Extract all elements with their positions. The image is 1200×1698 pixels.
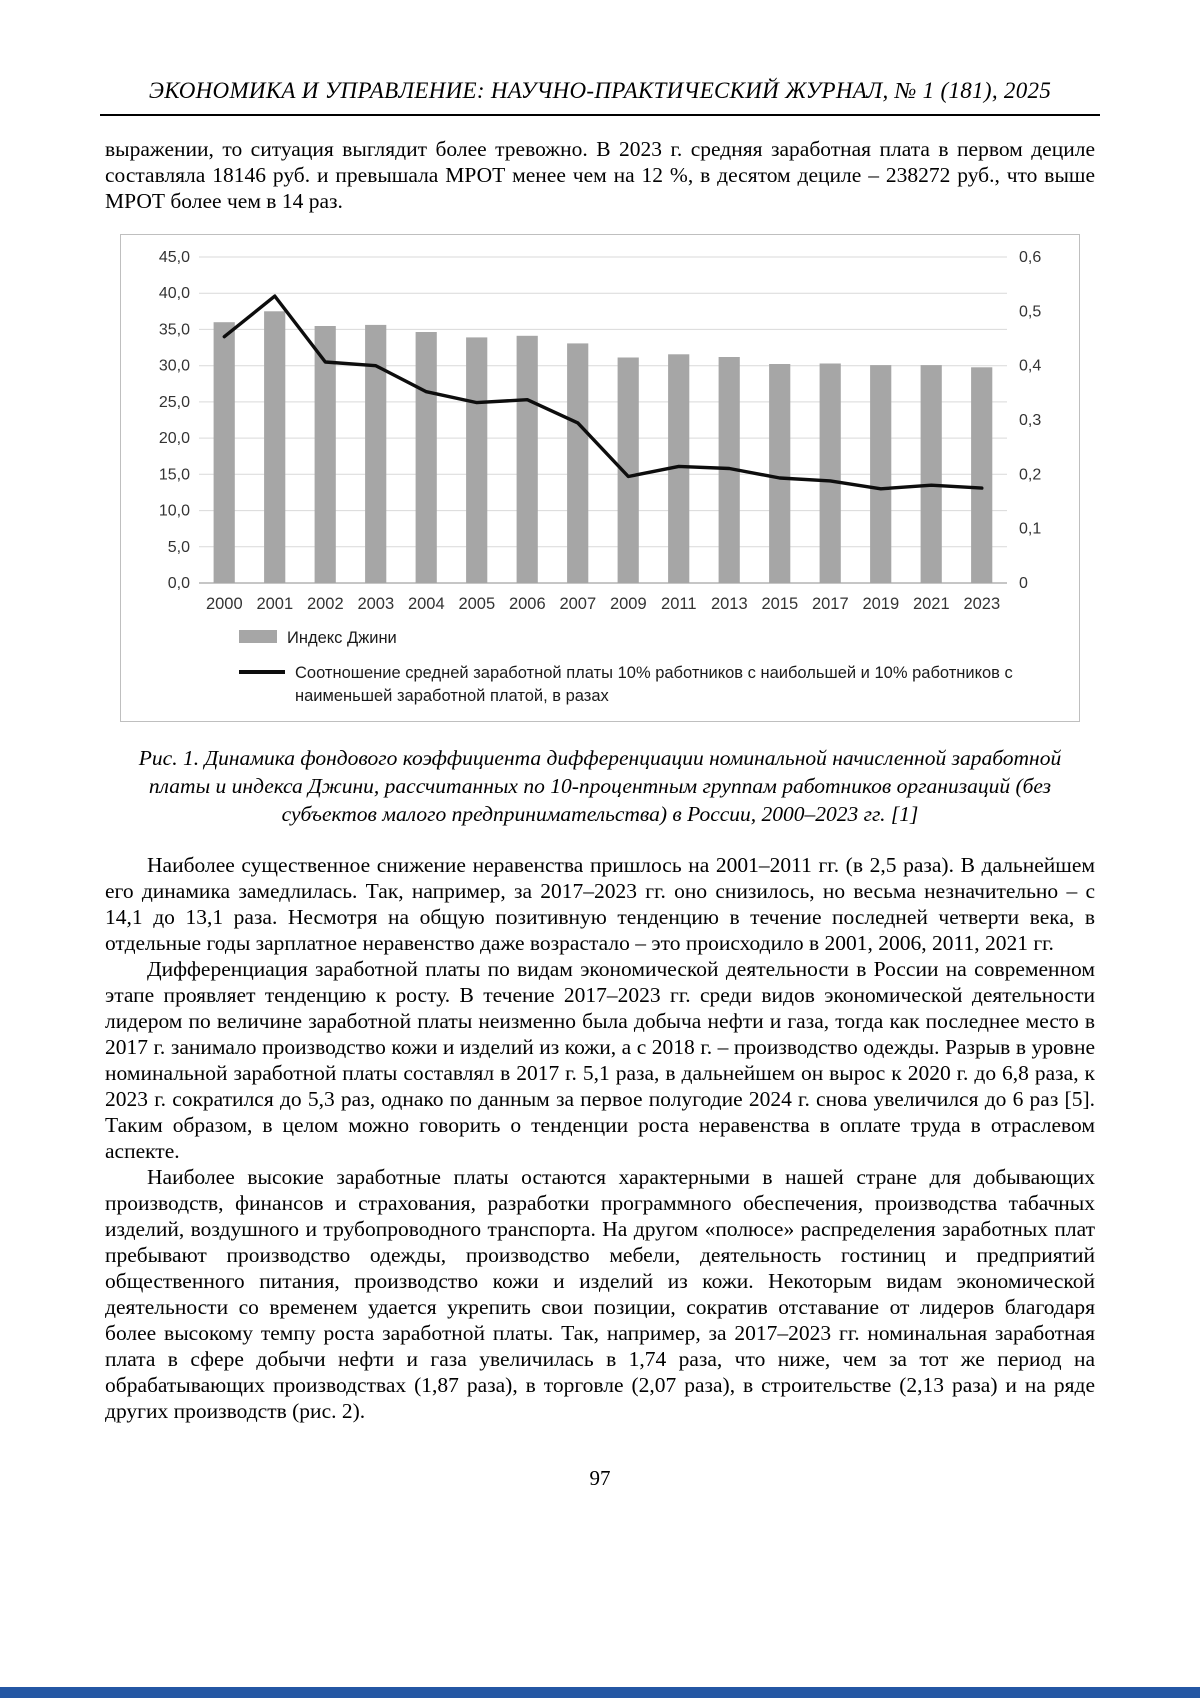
- bar-swatch-icon: [239, 630, 277, 643]
- svg-text:0,4: 0,4: [1019, 357, 1042, 375]
- journal-title: ЭКОНОМИКА И УПРАВЛЕНИЕ: НАУЧНО-ПРАКТИЧЕСКИЙ ЖУРНАЛ, № 1 (181), 2025: [148, 78, 1052, 103]
- svg-text:2001: 2001: [256, 595, 294, 613]
- chart-legend: [239, 627, 1079, 707]
- bottom-bar: [0, 1687, 1200, 1698]
- svg-text:2011: 2011: [661, 595, 697, 613]
- chart-plot: [121, 245, 1079, 617]
- paragraph-2: Наиболее существенное снижение неравенства пришлось на 2001–2011 гг. (в 2,5 раза). В дальнейшем его динамика замедлилась. Так, например, за 2017–2023 гг. оно снизилось, но весьма незначительно – с 14,1 до 13,1 раза. Несмотря на общую позитивную тенденцию в течение последней четверти века, в отдельные годы зарплатное неравенство даже возрастало – это происходило в 2001, 2006, 2011, 2021 гг.: [105, 852, 1095, 955]
- legend-label-gini: Индекс Джини: [287, 629, 397, 647]
- svg-text:0,1: 0,1: [1019, 520, 1042, 538]
- chart-container: [120, 234, 1080, 722]
- paragraph-4: Наиболее высокие заработные платы остаются характерными в нашей стране для добывающих производств, финансов и страхования, разработки программного обеспечения, производства табачных изделий, воздушного и трубопроводного транспорта. На другом «полюсе» распределения заработных плат пребывают производство одежды, производство мебели, деятельность гостиниц и предприятий общественного питания, производство кожи и изделий из кожи. Некоторым видам экономической деятельности со временем удается укрепить свои позиции, сократив отставание от лидеров благодаря более высокому темпу роста заработной платы. Так, например, за 2017–2023 гг. номинальная заработная плата в сфере добычи нефти и газа увеличилась в 1,74 раза, что ниже, чем за тот же период на обрабатывающих производствах (1,87 раза), в торговле (2,07 раза), в строительстве (2,13 раза) и на ряде других производств (рис. 2).: [105, 1164, 1095, 1423]
- svg-text:2017: 2017: [811, 595, 849, 613]
- journal-header: [100, 78, 1100, 116]
- svg-text:2019: 2019: [862, 595, 900, 613]
- svg-text:40,0: 40,0: [158, 285, 190, 303]
- svg-text:2005: 2005: [458, 595, 496, 613]
- svg-text:2004: 2004: [407, 595, 445, 613]
- paragraph-intro: выражении, то ситуация выглядит более тревожно. В 2023 г. средняя заработная плата в первом дециле составляла 18146 руб. и превышала МРОТ менее чем на 12 %, в десятом дециле – 238272 руб., что выше МРОТ более чем в 14 раз.: [105, 137, 1095, 213]
- svg-text:2009: 2009: [609, 595, 647, 613]
- svg-text:2013: 2013: [710, 595, 748, 613]
- svg-text:10,0: 10,0: [158, 502, 190, 520]
- figure-1: [105, 234, 1095, 722]
- svg-text:0,5: 0,5: [1019, 303, 1042, 321]
- svg-text:35,0: 35,0: [158, 321, 190, 339]
- svg-text:0,3: 0,3: [1019, 412, 1042, 429]
- svg-text:2023: 2023: [963, 595, 1001, 613]
- svg-text:2006: 2006: [508, 595, 546, 613]
- legend-item-gini: [239, 627, 1079, 649]
- svg-text:2007: 2007: [559, 595, 597, 613]
- page-number: 97: [589, 1465, 611, 1490]
- svg-text:0: 0: [1019, 575, 1028, 592]
- svg-text:0,2: 0,2: [1019, 466, 1042, 484]
- svg-text:2015: 2015: [761, 595, 799, 613]
- svg-text:15,0: 15,0: [158, 466, 190, 484]
- svg-text:2002: 2002: [306, 595, 344, 613]
- figure-caption: Рис. 1. Динамика фондового коэффициента дифференциации номинальной начисленной заработной платы и индекса Джини, рассчитанных по 10-процентным группам работников организаций (без субъектов малого предпринимательства) в России, 2000–2023 гг. [1]: [138, 745, 1062, 826]
- svg-text:2000: 2000: [205, 595, 243, 613]
- svg-text:20,0: 20,0: [158, 430, 190, 448]
- svg-text:25,0: 25,0: [158, 393, 190, 411]
- legend-label-ratio: Соотношение средней заработной платы 10% работников с наибольшей и 10% работников с наименьшей заработной платой, в разах: [295, 664, 1013, 705]
- svg-text:5,0: 5,0: [167, 538, 190, 556]
- svg-text:30,0: 30,0: [158, 357, 190, 375]
- svg-text:0,6: 0,6: [1019, 249, 1042, 266]
- svg-text:2003: 2003: [357, 595, 395, 613]
- paragraph-3: Дифференциация заработной платы по видам экономической деятельности в России на современном этапе проявляет тенденцию к росту. В течение 2017–2023 гг. среди видов экономической деятельности лидером по величине заработной платы неизменно была добыча нефти и газа, тогда как последнее место в 2017 г. занимало производство кожи и изделий из кожи, а с 2018 г. – производство одежды. Разрыв в уровне номинальной заработной платы составлял в 2017 г. 5,1 раза, в дальнейшем он вырос к 2020 г. до 6,8 раза, к 2023 г. сократился до 5,3 раз, однако по данным за первое полугодие 2024 г. снова увеличился до 6 раз [5]. Таким образом, в целом можно говорить о тенденции роста неравенства в оплате труда в отраслевом аспекте.: [105, 956, 1095, 1163]
- svg-text:2021: 2021: [912, 595, 950, 613]
- svg-text:0,0: 0,0: [167, 575, 190, 592]
- page-content: [0, 136, 1200, 1491]
- svg-text:45,0: 45,0: [158, 249, 190, 266]
- legend-item-ratio: [239, 662, 1079, 707]
- line-swatch-icon: [239, 670, 285, 674]
